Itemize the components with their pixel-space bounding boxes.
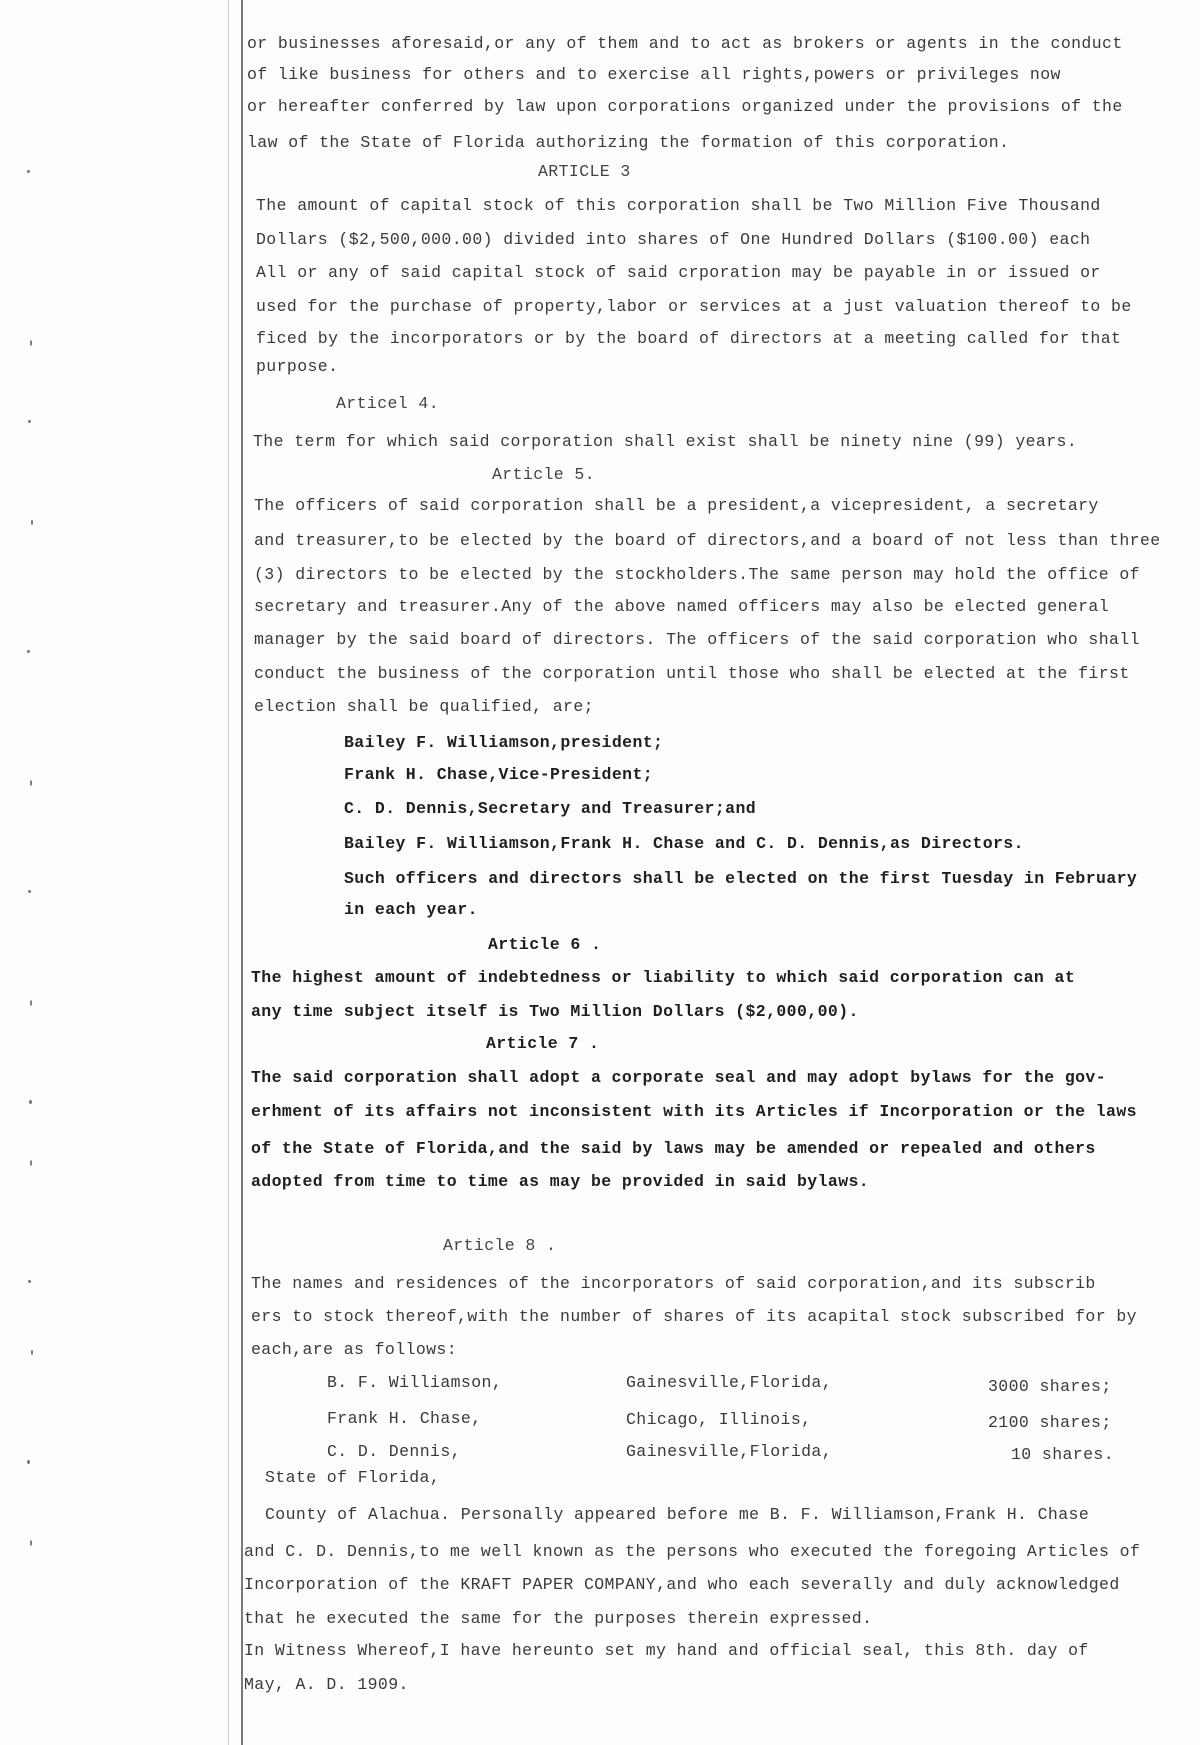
article-3-line: purpose. (256, 357, 339, 376)
witness-line: In Witness Whereof,I have hereunto set my hand and official seal, this 8th. day of (244, 1641, 1089, 1660)
margin-rule-faint (228, 0, 229, 1745)
intro-line: law of the State of Florida authorizing the formation of this corporation. (247, 133, 1010, 152)
subscriber-residence: Chicago, Illinois, (626, 1410, 812, 1429)
article-5-line: manager by the said board of directors. The officers of the said corporation who shall (254, 630, 1140, 649)
article-8-heading: Article 8 . (443, 1236, 557, 1255)
article-5-line: secretary and treasurer.Any of the above named officers may also be elected general (254, 597, 1110, 616)
intro-line: or hereafter conferred by law upon corporations organized under the provisions of the (247, 97, 1123, 116)
intro-line: or businesses aforesaid,or any of them and to act as brokers or agents in the conduct (247, 34, 1123, 53)
subscriber-shares: 10 shares. (1011, 1445, 1115, 1464)
article-8-line: ers to stock thereof,with the number of shares of its acapital stock subscribed for by (251, 1307, 1137, 1326)
article-6-heading: Article 6 . (488, 935, 602, 954)
article-4-heading: Articel 4. (336, 394, 440, 413)
article-5-line: The officers of said corporation shall be a president,a vicepresident, a secretary (254, 496, 1099, 515)
ack-line: Incorporation of the KRAFT PAPER COMPANY,and who each severally and duly acknowledged (244, 1575, 1120, 1594)
officer-election-line: Such officers and directors shall be elected on the first Tuesday in February (344, 869, 1138, 888)
article-6-line: any time subject itself is Two Million Dollars ($2,000,00). (251, 1002, 859, 1021)
margin-rule (241, 0, 243, 1745)
article-3-line: The amount of capital stock of this corporation shall be Two Million Five Thousand (256, 196, 1101, 215)
subscriber-residence: Gainesville,Florida, (626, 1442, 833, 1461)
article-8-line: each,are as follows: (251, 1340, 458, 1359)
subscriber-name: Frank H. Chase, (327, 1409, 482, 1428)
article-8-line: The names and residences of the incorporators of said corporation,and its subscrib (251, 1274, 1096, 1293)
intro-line: of like business for others and to exercise all rights,powers or privileges now (247, 65, 1061, 84)
article-5-line: (3) directors to be elected by the stockholders.The same person may hold the office of (254, 565, 1140, 584)
article-5-line: and treasurer,to be elected by the board of directors,and a board of not less than three (254, 531, 1161, 550)
officer-line: Bailey F. Williamson,president; (344, 733, 664, 752)
subscriber-residence: Gainesville,Florida, (626, 1373, 833, 1392)
officer-line: Frank H. Chase,Vice-President; (344, 765, 654, 784)
article-3-line: ficed by the incorporators or by the board of directors at a meeting called for that (256, 329, 1122, 348)
ack-line: that he executed the same for the purposes therein expressed. (244, 1609, 873, 1628)
officer-line: Bailey F. Williamson,Frank H. Chase and C. D. Dennis,as Directors. (344, 834, 1024, 853)
binding-specks (0, 0, 60, 1745)
officer-election-line: in each year. (344, 900, 478, 919)
article-7-line: erhment of its affairs not inconsistent with its Articles if Incorporation or the laws (251, 1102, 1137, 1121)
subscriber-name: B. F. Williamson, (327, 1373, 503, 1392)
subscriber-name: C. D. Dennis, (327, 1442, 461, 1461)
ack-state: State of Florida, (265, 1468, 441, 1487)
article-7-line: adopted from time to time as may be provided in said bylaws. (251, 1172, 870, 1191)
subscriber-shares: 2100 shares; (988, 1413, 1112, 1432)
article-7-heading: Article 7 . (486, 1034, 600, 1053)
article-6-line: The highest amount of indebtedness or liability to which said corporation can at (251, 968, 1076, 987)
article-5-line: election shall be qualified, are; (254, 697, 594, 716)
officer-line: C. D. Dennis,Secretary and Treasurer;and (344, 799, 757, 818)
subscriber-shares: 3000 shares; (988, 1377, 1112, 1396)
article-7-line: The said corporation shall adopt a corporate seal and may adopt bylaws for the gov- (251, 1068, 1107, 1087)
article-4-line: The term for which said corporation shall exist shall be ninety nine (99) years. (253, 432, 1078, 451)
article-3-line: Dollars ($2,500,000.00) divided into shares of One Hundred Dollars ($100.00) each (256, 230, 1091, 249)
ack-county-line: County of Alachua. Personally appeared before me B. F. Williamson,Frank H. Chase (265, 1505, 1090, 1524)
article-5-heading: Article 5. (492, 465, 596, 484)
article-7-line: of the State of Florida,and the said by laws may be amended or repealed and others (251, 1139, 1096, 1158)
ack-line: and C. D. Dennis,to me well known as the persons who executed the foregoing Articles of (244, 1542, 1141, 1561)
witness-line: May, A. D. 1909. (244, 1675, 409, 1694)
article-3-line: All or any of said capital stock of said crporation may be payable in or issued or (256, 263, 1101, 282)
article-3-line: used for the purchase of property,labor or services at a just valuation thereof to be (256, 297, 1132, 316)
article-5-line: conduct the business of the corporation until those who shall be elected at the first (254, 664, 1130, 683)
article-3-heading: ARTICLE 3 (538, 162, 631, 181)
